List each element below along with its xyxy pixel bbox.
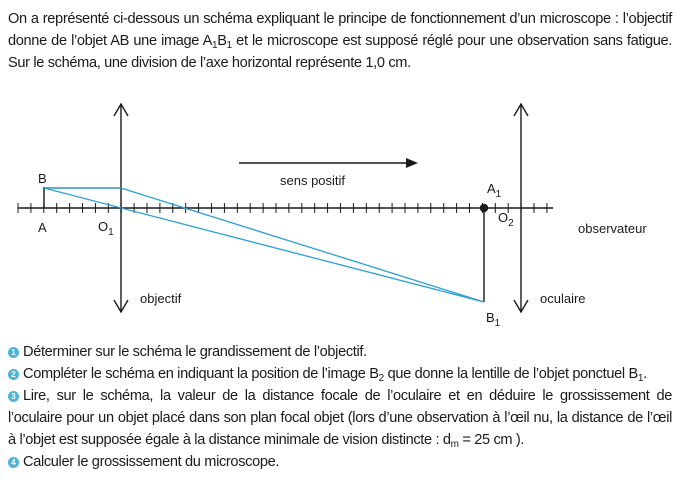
question-number-4: 4 — [8, 457, 19, 468]
question-2: 2 Compléter le schéma en indiquant la position de l’image $B_2$ que donne la lentille de l’objet ponctuel $B_1$. — [8, 363, 672, 385]
label-O2: $O_2$ — [498, 210, 514, 229]
question-number-3: 3 — [8, 391, 19, 402]
questions-list — [8, 341, 672, 473]
question-number-1: 1 — [8, 347, 19, 358]
focal-point-dot — [480, 204, 488, 212]
label-O1: $O_1$ — [98, 219, 114, 238]
question-1: 1 Déterminer sur le schéma le grandissement de l’objectif. — [8, 341, 672, 363]
intro-paragraph — [8, 8, 672, 74]
label-observateur: observateur — [578, 221, 647, 236]
label-oculaire: oculaire — [540, 291, 586, 306]
question-4: 4 Calculer le grossissement du microscope. — [8, 451, 672, 473]
label-objectif: objectif — [140, 291, 182, 306]
label-B: B — [38, 171, 47, 186]
intro-text-1: On a représenté ci-dessous un schéma expliquant le principe de fonctionnement d’un microscope : l’objectif donne de l’objet AB une image — [8, 11, 672, 49]
intro-text-2: et le microscope est supposé réglé pour une observation sans fatigue. Sur le schéma, une division de l’axe horizontal représente 1,0 cm. — [8, 33, 672, 71]
label-B1: $B_1$ — [486, 310, 501, 329]
ray-refracted — [121, 188, 484, 302]
image-a1-label: $A_1B_1$ — [202, 33, 232, 51]
label-sens-positif: sens positif — [280, 173, 346, 188]
label-A1: $A_1$ — [487, 181, 502, 200]
question-3: 3 Lire, sur le schéma, la valeur de la distance focale de l’oculaire et en déduire le grossissement de l’oculaire pour un objet placé dans son plan focal objet (lors d’une observation à l’œil nu, la distance de l’œil à l’objet est supposée égale à la distance minimale de vision distincte : $d_m = 25$ cm ). — [8, 388, 672, 450]
label-A: A — [38, 220, 47, 235]
question-number-2: 2 — [8, 369, 19, 380]
microscope-diagram — [0, 96, 677, 336]
positive-direction-arrow — [239, 158, 418, 168]
